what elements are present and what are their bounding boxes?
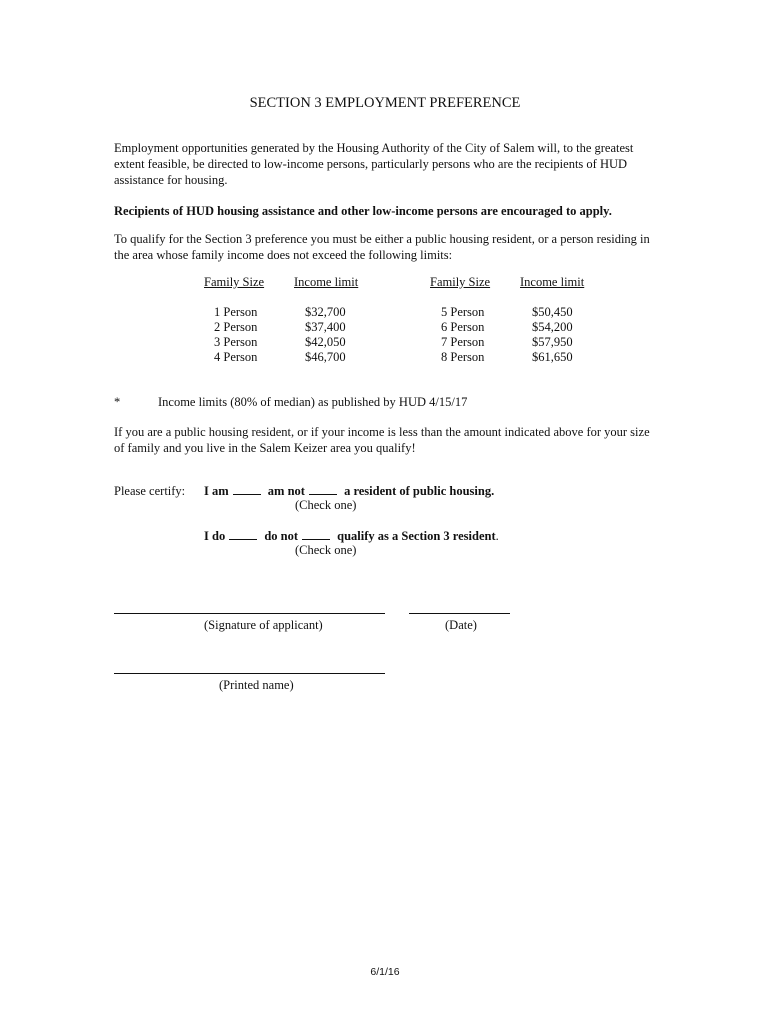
income-limit-cell: $57,950: [532, 335, 573, 349]
header-family-size-left: Family Size: [204, 275, 265, 289]
income-limit-cell: $32,700: [305, 305, 346, 319]
income-limit-cell: $42,050: [305, 335, 346, 349]
note-text: Income limits (80% of median) as published by HUD 4/15/17: [158, 395, 468, 409]
date-label: (Date): [445, 618, 477, 632]
income-limit-cell: $37,400: [305, 320, 346, 334]
family-size-cell: 1 Person: [214, 305, 258, 319]
qualify-paragraph: To qualify for the Section 3 preference you must be either a public housing resident, or a person residing in the area whose family income does not exceed the following limits:: [114, 232, 650, 262]
family-size-cell: 4 Person: [214, 350, 258, 364]
signature-line[interactable]: [114, 613, 385, 614]
do-not-blank[interactable]: [302, 529, 330, 540]
certify-qualify-line: [204, 529, 499, 544]
header-family-size-right: Family Size: [430, 275, 491, 289]
note-marker: *: [114, 395, 121, 409]
am-not-label: am not: [267, 484, 305, 498]
income-limit-column-left: [305, 305, 346, 365]
header-income-limit-left: Income limit: [294, 275, 359, 289]
family-size-cell: 2 Person: [214, 320, 258, 334]
certify-label: Please certify:: [114, 484, 186, 498]
income-limit-column-right: [532, 305, 573, 365]
family-size-cell: 6 Person: [441, 320, 485, 334]
do-not-label: do not: [264, 529, 299, 543]
i-do-blank[interactable]: [229, 529, 257, 540]
am-not-blank[interactable]: [309, 484, 337, 495]
resident-paragraph: If you are a public housing resident, or if your income is less than the amount indicated above for your size of family and you live in the Salem Keizer area you qualify!: [114, 425, 650, 455]
page-footer-date: 6/1/16: [370, 966, 400, 978]
income-limit-cell: $46,700: [305, 350, 346, 364]
resident-statement: a resident of public housing.: [344, 484, 495, 498]
family-size-cell: 7 Person: [441, 335, 485, 349]
family-size-cell: 3 Person: [214, 335, 258, 349]
income-limit-cell: $61,650: [532, 350, 573, 364]
income-limit-cell: $54,200: [532, 320, 573, 334]
check-one-note: (Check one): [295, 498, 357, 512]
date-line[interactable]: [409, 613, 510, 614]
qualify-period: .: [495, 529, 499, 543]
signature-label: (Signature of applicant): [204, 618, 323, 632]
family-size-column-left: [214, 305, 257, 365]
printed-name-line[interactable]: [114, 673, 385, 674]
i-am-label: I am: [204, 484, 229, 498]
encourage-statement: Recipients of HUD housing assistance and other low-income persons are encouraged to apply.: [114, 204, 612, 218]
header-income-limit-right: Income limit: [520, 275, 585, 289]
i-am-blank[interactable]: [233, 484, 261, 495]
qualify-statement: qualify as a Section 3 resident: [337, 529, 496, 543]
family-size-cell: 8 Person: [441, 350, 485, 364]
check-one-note: (Check one): [295, 543, 357, 557]
i-do-label: I do: [204, 529, 226, 543]
printed-name-label: (Printed name): [219, 678, 294, 692]
income-limit-cell: $50,450: [532, 305, 573, 319]
intro-paragraph: Employment opportunities generated by the Housing Authority of the City of Salem will, to the greatest extent feasible, be directed to low-income persons, particularly persons who are the recipients of HUD assistance for housing.: [114, 141, 634, 187]
family-size-cell: 5 Person: [441, 305, 485, 319]
certify-resident-line: [204, 484, 494, 499]
family-size-column-right: [441, 305, 484, 365]
page-title: SECTION 3 EMPLOYMENT PREFERENCE: [249, 95, 521, 111]
